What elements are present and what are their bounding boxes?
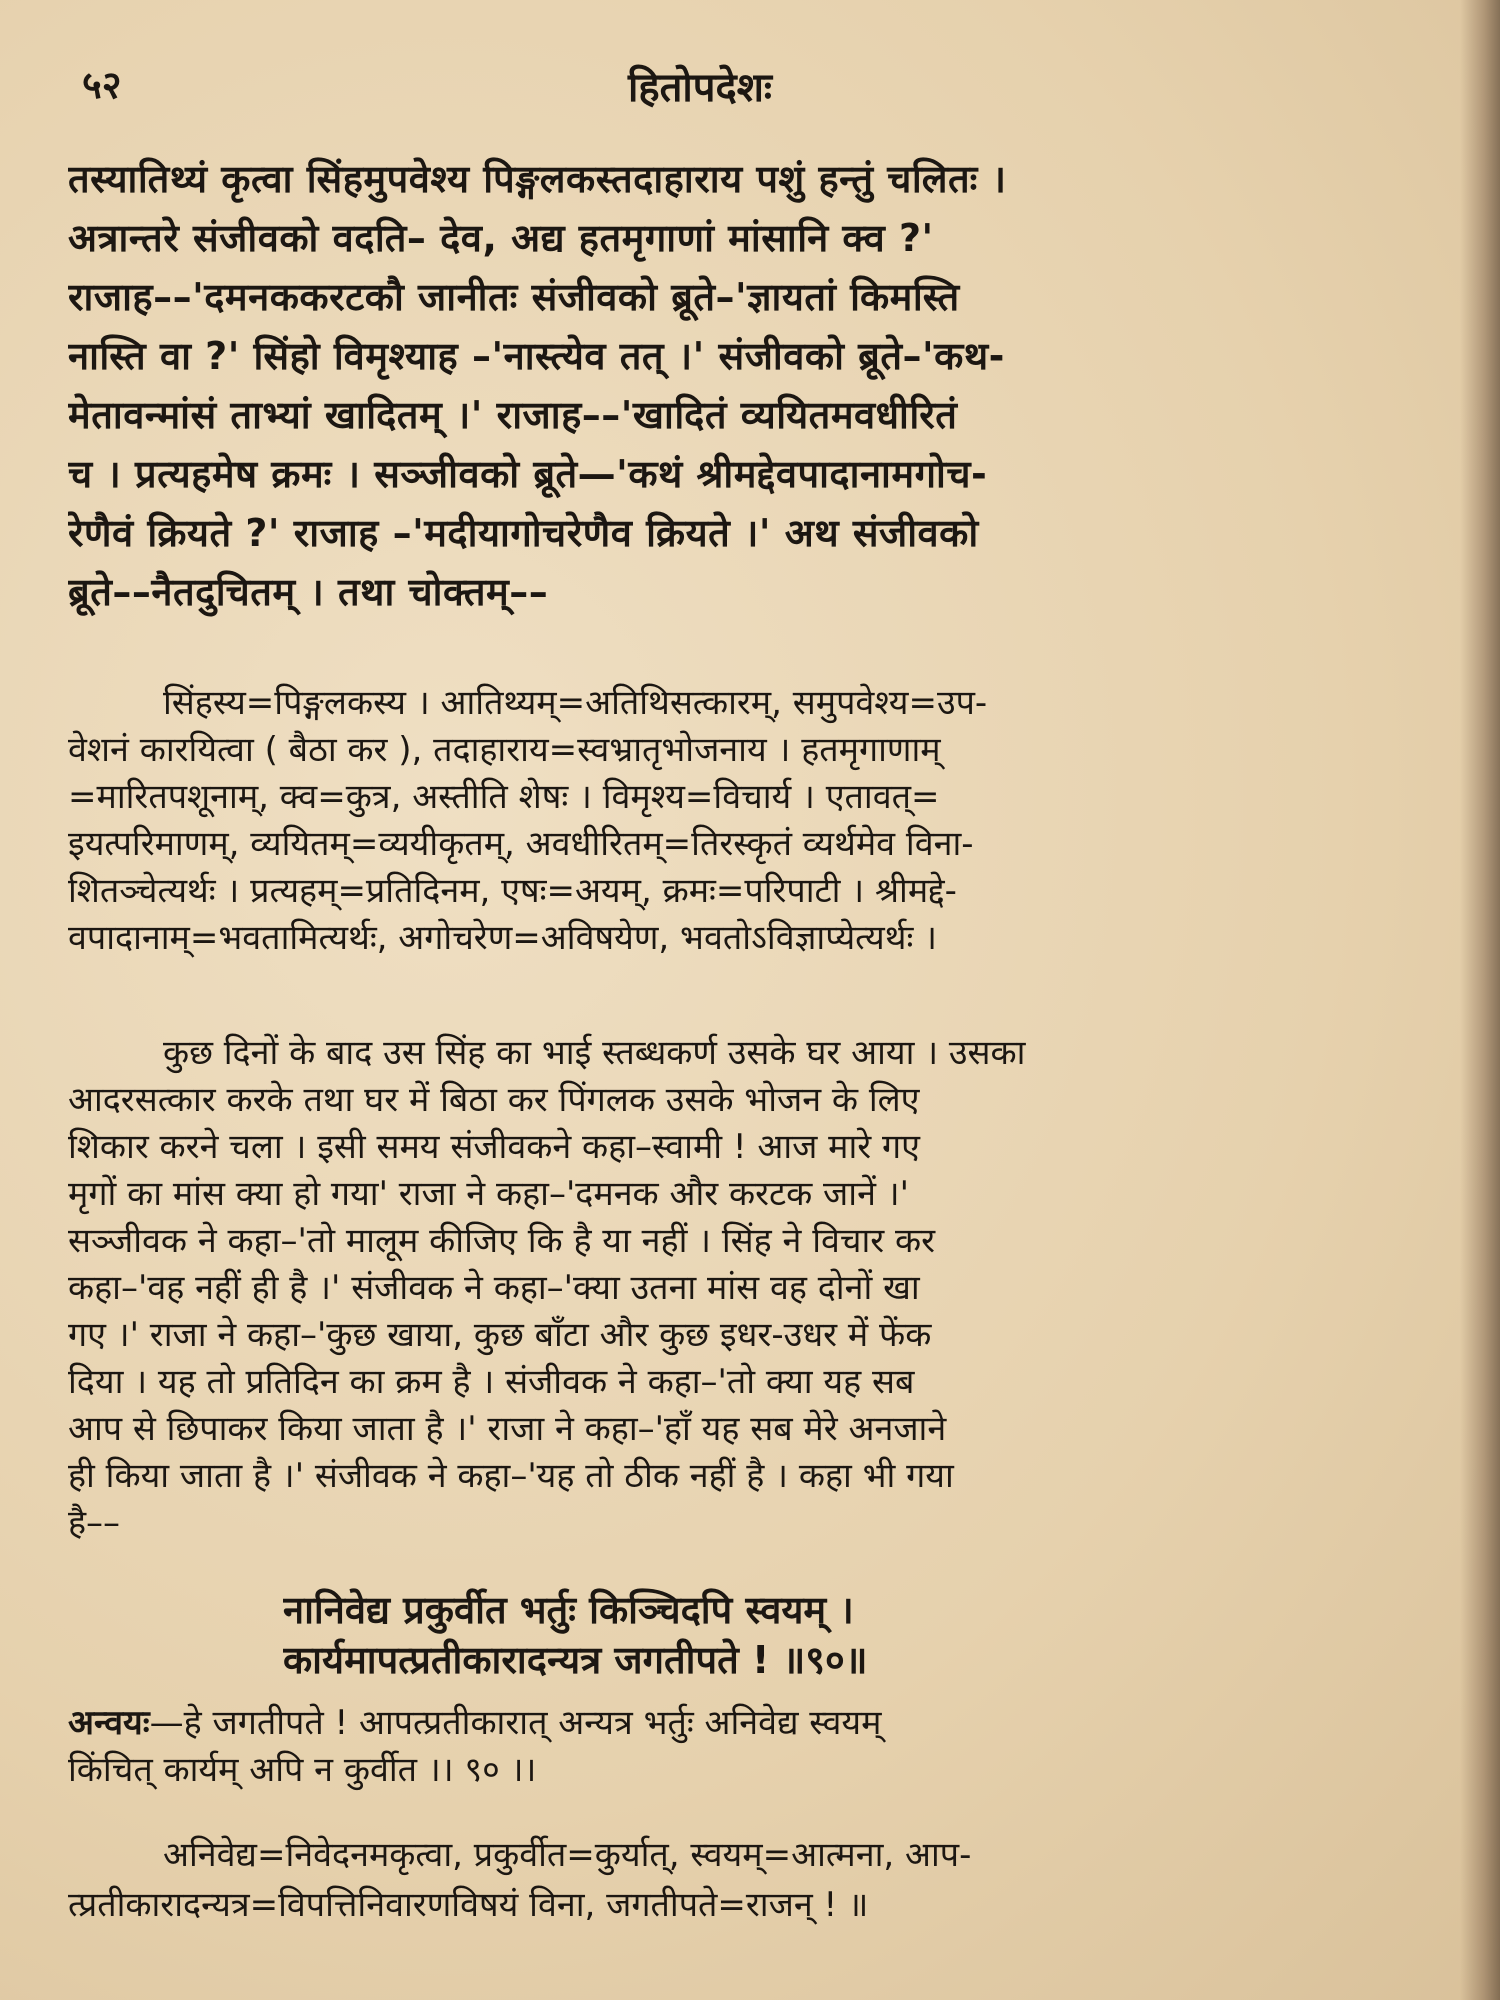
text-line: रेणैवं क्रियते ?' राजाह –'मदीयागोचरेणैव क्रियते ।' अथ संजीवको [68,511,979,555]
gloss-line: अनिवेद्य=निवेदनमकृत्वा, प्रकुर्वीत=कुर्यात्, स्वयम्=आत्मना, आप- [163,1835,972,1875]
translation-line: कुछ दिनों के बाद उस सिंह का भाई स्तब्धकर्ण उसके घर आया । उसका [163,1033,1026,1073]
text-line: राजाह––'दमनककरटकौ जानीतः संजीवको ब्रूते–'ज्ञायतां किमस्ति [68,275,960,319]
verse-line: कार्यमापत्प्रतीकारादन्यत्र जगतीपते ! ॥९०॥ [283,1638,868,1682]
translation-line: गए ।' राजा ने कहा–'कुछ खाया, कुछ बाँटा और कुछ इधर-उधर में फेंक [68,1315,932,1355]
translation-line: शिकार करने चला । इसी समय संजीवकने कहा–स्वामी ! आज मारे गए [68,1127,920,1167]
running-title: हितोपदेशः [628,65,772,111]
translation-line: सञ्जीवक ने कहा–'तो मालूम कीजिए कि है या नहीं । सिंह ने विचार कर [68,1221,936,1261]
book-page [68,0,1468,2000]
verse-line: नानिवेद्य प्रकुर्वीत भर्तुः किञ्चिदपि स्वयम् । [283,1588,854,1632]
translation-line: आदरसत्कार करके तथा घर में बिठा कर पिंगलक उसके भोजन के लिए [68,1080,920,1120]
gloss-line: त्प्रतीकारादन्यत्र=विपत्तिनिवारणविषयं विना, जगतीपते=राजन् ! ॥ [68,1885,869,1925]
commentary-gloss [68,680,1468,962]
anvaya-text: —हे जगतीपते ! आपत्प्रतीकारात् अन्यत्र भर्तुः अनिवेद्य स्वयम् [149,1703,882,1743]
gloss-line: इयत्परिमाणम्, व्ययितम्=व्ययीकृतम्, अवधीरितम्=तिरस्कृतं व्यर्थमेव विना- [68,824,974,864]
hindi-translation [68,1030,1468,1547]
anvaya-label: अन्वयः [68,1703,150,1743]
gloss-line: वेशनं कारयित्वा ( बैठा कर ), तदाहाराय=स्वभ्रातृभोजनाय । हतमृगाणाम् [68,730,941,770]
translation-line: मृगों का मांस क्या हो गया' राजा ने कहा–'दमनक और करटक जानें ।' [68,1174,909,1214]
anvaya-line [68,1700,1468,1747]
gloss-line: =मारितपशूनाम्, क्व=कुत्र, अस्तीति शेषः । विमृश्य=विचार्य । एतावत्= [68,777,940,817]
translation-line: है–– [68,1503,121,1543]
text-line: नास्ति वा ?' सिंहो विमृश्याह –'नास्त्येव तत् ।' संजीवको ब्रूते–'कथ- [68,334,1005,378]
text-line: ब्रूते––नैतदुचितम् । तथा चोक्तम्–– [68,570,549,614]
translation-line: ही किया जाता है ।' संजीवक ने कहा–'यह तो ठीक नहीं है । कहा भी गया [68,1456,954,1496]
text-line: मेतावन्मांसं ताभ्यां खादितम् ।' राजाह––'खादितं व्ययितमवधीरितं [68,393,958,437]
page-edge-shadow [1460,0,1500,2000]
text-line: अत्रान्तरे संजीवको वदति– देव, अद्य हतमृगाणां मांसानि क्व ?' [68,216,934,260]
translation-line: आप से छिपाकर किया जाता है ।' राजा ने कहा–'हाँ यह सब मेरे अनजाने [68,1409,947,1449]
verse-shloka [283,1585,1463,1685]
text-line: तस्यातिथ्यं कृत्वा सिंहमुपवेश्य पिङ्गलकस्तदाहाराय पशुं हन्तुं चलितः । [68,157,1007,201]
translation-line: कहा–'वह नहीं ही है ।' संजीवक ने कहा–'क्या उतना मांस वह दोनों खा [68,1268,920,1308]
anvaya-line: किंचित् कार्यम् अपि न कुर्वीत ।। ९० ।। [68,1750,537,1790]
translation-line: दिया । यह तो प्रतिदिन का क्रम है । संजीवक ने कहा–'तो क्या यह सब [68,1362,915,1402]
gloss-line: शितञ्चेत्यर्थः । प्रत्यहम्=प्रतिदिनम, एषः=अयम्, क्रमः=परिपाटी । श्रीमद्दे- [68,871,957,911]
sanskrit-prose [68,150,1468,622]
text-line: च । प्रत्यहमेष क्रमः । सञ्जीवको ब्रूते—'कथं श्रीमद्देवपादानामगोच- [68,452,988,496]
anvaya-section [68,1700,1468,1794]
page-number: ५२ [82,63,122,107]
gloss-line: वपादानाम्=भवतामित्यर्थः, अगोचरेण=अविषयेण, भवतोऽविज्ञाप्येत्यर्थः । [68,918,938,958]
verse-gloss [68,1830,1468,1930]
page-header [68,58,1468,118]
gloss-line: सिंहस्य=पिङ्गलकस्य । आतिथ्यम्=अतिथिसत्कारम्, समुपवेश्य=उप- [163,683,988,723]
